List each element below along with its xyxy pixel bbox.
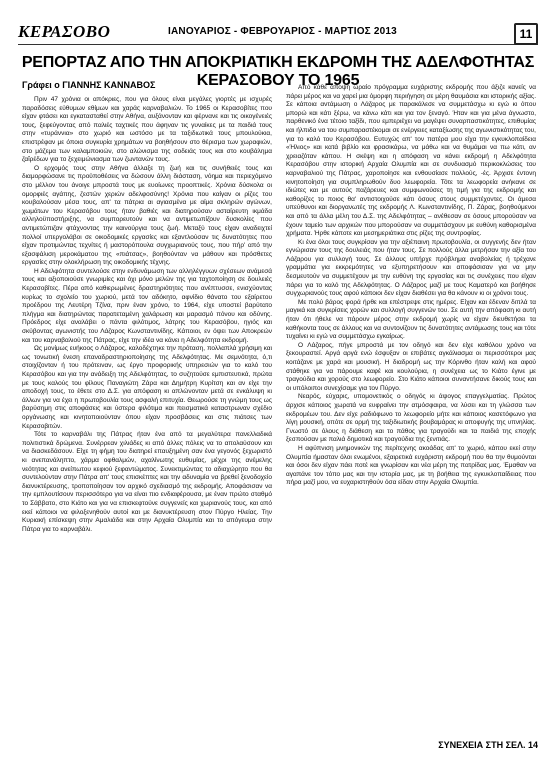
issue-date: ΙΑΝΟΥΑΡΙΟΣ - ΦΕΒΡΟΥΑΡΙΟΣ - ΜΑΡΤΙΟΣ 2013 [168, 26, 397, 37]
paragraph: Η Αδελφότητα συντελούσε στην ενδυνάμωση των αλληλέγγυων σχέσεων ανάμεσά τους και αξιοποιούσε γνωριμίες και όχι μόνο μελών της για ταχτοποίηση σε δουλειές Κερασοβίτες. Πέρα από καθιερωμένες δραστηριότητες που ανέπτυσσε, ενισχύοντας κυρίως το σχολείο του χωριού, μετά τον αδόκητο, αφνίδιο θάνατο του εξαίρετου προέδρου της Λευτέρη Τζίνα, πριν έναν χρόνο, το 1964, είχε υποστεί βαρύτατο πλήγμα και διατηρώντας παρατεταμένη χαλάρωση και μαρασμό πόνου και οδύνης. Πρόεδρος είχε αναλάβει ο πάντα φιλότιμος, λάτρης του Κερασόβου, ηγιός και σκύβοντας αγωνιστής του Λάζαρος Κωνσταντινίδης. Κάποιοι, εν όψει των Αποκρεών και του καρναβαλιού της Πάτρας, είχε την ιδέα να κάνει η Αδελφότητα εκδρομή. [22, 267, 272, 344]
paragraph: Η αφύπνιση μνημονικών της περίτεχνης ακοάδας απ' το χωριό, κάπου εκεί στην Ολυμπία ήμασταν όλοι ενωμένοι, εξαιρετικά ευχάριστη εκδρομή που θα την θυμούνται και όσοι δεν είχαν πάει ποτέ και γνωρίσαν και νέα μέρη της πατρίδας μας. Έμαθαν να αγαπάνε τον τόπο μας και την ιστορία μας, με τη βοήθεια της εγκυκλοπαίδειας που πήρα μαζί μου, να ευχαριστηθούν όσα είδαν στην Αρχαία Ολυμπία. [286, 444, 536, 487]
article-author: Γράφει ο ΓΙΑΝΝΗΣ ΚΑΝΝΑΒΟΣ [22, 80, 156, 90]
masthead-brand: ΚΕΡΑΣΟΒΟ [18, 22, 111, 41]
article-column-right [286, 84, 536, 736]
paragraph: Τότε το καρναβάλι της Πάτρας ήταν ένα από τα μεγαλύτερα πανελλαδικά πολιτιστικά δρώμενα. Συνέρρεαν χιλιάδες κι από άλλες πόλεις να το απολαύσουν και να διασκεδάσουν. Είχε τη φήμη του διατηρεί επαυξημένη σαν ένα γεγονός ξεχωριστό κι ανεπανάληπτο, χάρμα οφθαλμών, αχαλίνωτης ευθυμίας, μέχρι της ανέμελης νεότητας και ανείπωτου κεφιού ξεφαντώματος. Συνεκτιμώντας το αδιαχώρητο που θα συντελούνταν στην Πάτρα απ' τους επισκέπτες και την αδυναμία να βρεθεί ξενοδοχείο διανυκτέρευσης, τροποποίησαν τον αρχικό σχεδιασμό της εκδρομής. Αποφάσισαν να την εμπλουτίσουν περισσότερο για να είναι πιο ενδιαφέρουσα, με έναν πρώτο σταθμό το Σάββατο, στο Κιάτο και για να επισκεφτούνε συγγενείς και χωριανούς τους, και από εκεί κάποιοι να φιλοξενηθούν αυτοί και με διανυκτέρευση στον Πύργο Ηλείας. Την Κυριακή επίσκεψη στην Αμαλιάδα και στην Αρχαία Ολυμπία και το απόγευμα στην Πάτρα για το καρναβάλι. [22, 431, 272, 533]
paragraph: Από κάθε άποψη ωραίο πρόγραμμα ευχάριστης εκδρομής που άξιζε κανείς να πάρει μέρος και να χαρεί μια όμορφη περιήγηση σε μέρη θαυμάσια και ιστορικής αξίας. Σε κάποια αντάμωση ο Λάζαρος με παρακάλεσε να συμμετάσχω κι εγώ κι όπου μπορώ και κάτι ξέρω, να κάνω κάτι και για τον ξεναγό. Ήταν και για μένα άγνωστο, παρθενικό ένα τέτοιο ταξίδι, που εμπεριέχει να μαγέψει συναρπαστικότητες, επιθυμίας και ήλπιδα να του συμπαραστέκομαι σε ενέργειες καταξίωσης της αγωνιστικότητας του, για το καλό του Κερασόβου. Ευτυχώς απ' τον πατέρα μου είχα την εγκυκλοπαίδεια «Ήλιος» και κατά βιβλίο και φρασικάρω, να μάθω και να θυμάμαι να πω κάτι, αν χρειαζόταν κάπου. Η σκέψη και η απόφαση να κάνει εκδρομή η Αδελφότητα Κερασόβου στην ιστορική Αρχαία Ολυμπία και σε συνδυασμό περικοκλώσεις του καρναβαλιού της Πάτρας, χαροποίησε και ενθουσίασε πολλούς, -ές. Άρχισε έντονη κινητοποίηση για συμπληρωθούν δυο λεωφορεία. Τότε τα λεωφορεία ανήκανε σε ιδιώτες και με αυτούς παζάρευες και συμφωνούσες τη τιμή για της εκδρομής και καθορίζες το ποιος θα' αντιστοιχούσε κάτι όσους στους συμμετέχοντες. Οι άμεσα υπεύθυνοι και διοργανωτές της εκδρομής Λ. Κωνσταντινίδης, Π. Ζάρας, βοηθούμενοι και από τα άλλα μέλη του Δ.Σ. της Αδελφότητας – ανέθεσαν σε όσους μπορούσαν να έχουν ταμείο των αρχικών που μπορούσαν να συμμετάσχουν με ευθύνη καθορισμένα χρήματα. Ήρθε κάποτε και μεσημεριάτικα στις ρίζες της συντροφίας. [286, 84, 536, 238]
paragraph: Ο ερχομός τους στην Αθήνα άλλαξε τη ζωή και τις συνήθειές τους και διαμορφώσανε τις προϋποθέσεις να δώσουν άλλη διάσταση, νόημα και περιεχόμενο στο μέλλον του άνοιγε μπροστά τους με ευοίωνες προοπτικές. Χρόνια δύσκολα οι ομορφιές αγάπης, ζεστών χεριών αδελφοσύνης! Χρόνια που καίγαν οι ρίζες του κουβαλούσαν μέσα τους, απ' τα πάτρια αι αγιασμένα με αίμα σκληρών αγώνων, χωμάτων του Κερασόβου τους ήταν βαθιές και διατηρούσαν ασταίρευτη ικμάδα αλληλοϋποστήριξης, να συμπορευτούν και να αντιμετωπίζουν δυσκολίες που αντιμετώπιζαν φτάχνοντας την καινούργια τους ζωή. Μεταξύ τους είχαν αναδειχτεί πολλοί υπεργολάβοι σε οικοδομικές εργασίες και εξαντλούσαν τις δυνατότητες που είχαν προτιμώντας τεχνίτες ή μαστορόπουλα συγχωριανούς τους, που πήρ' από την εξασφάλιση μεροκάματου της «πιάτσας», βοηθούνταν να μάθουν και πρόσθετες εργασίες στην ολοκλήρωση της οικοδομικής τέχνης. [22, 164, 272, 267]
paragraph: Ο Λάζαρος, πήγε μπροστά με τον οδηγό και δεν είχε καθόλου χρόνο να ξεκουραστεί. Αργά αργά ενώ έσφυξαν οι επιβάτες αγκάλιασμα οι περισσότεροι μας κοιτάζανε με χαρά και μουσική. Η διαδρομή ως την Κόρινθο ήταν καλή και αφού στάθηκε για να πάρουμε καφέ και κουλούρια, η συνέχεια ως το Κιάτο έγινε με τραγούδια και χορούς στο λεωφορείο. Στο Κιάτο κάποιοι συναντήσανε δικούς τους και οι υπόλοιποι συνεχίσαμε για τον Πύργο. [286, 341, 536, 392]
continued-note: ΣΥΝΕΧΕΙΑ ΣΤΗ ΣΕΛ. 14 [438, 740, 538, 750]
article-column-left [22, 96, 272, 736]
paragraph: Ως μονίμως ευήκοος ο Λάζαρος, καλοδέχτηκε την πρόταση, πολλαπλά χρήσιμη και ως τονωτική ένεση επαναδραστηριοποίησης της Αδελφότητας. Με σεμνότητα, ό,τι στοιχίζονταν ή του πρότειναν, ως έργο προφορικής υπηρεσιών για το καλό του Κερασόβου και για την ανάδειξη της Αδελφότητας, το συζητούσε εμπιστευτικά, πρώτα με τους καλούς του φίλους Παναγιώτη Ζάρα και Δημήτρη Κυρίτση και αν είχε την αποδοχή τους, το έθετε στο Δ.Σ. για απόφαση κι απλώνονταν μετά σε ενκάλυψη κι άλλων για να έχει η πρωτοβουλία τους ασφαλή επιτυχία. Θεωρούσε τη γνώμη τους ως βαρύσημη στις αποφάσεις και ύστερα φιλότιμα και πεισματικά καταστρωναν σχέδιο οργάνωσης και κινητοποιούνταν όπου είχαν προσβάσεις και στις πιάτσες των Κερασοβιτών. [22, 345, 272, 430]
paragraph: Κι ένα όλοι τους συγκρίσαν για την αξιέπαινη πρωτοβουλία, οι συγγενής δεν ήταν εγνώρισαν τους της δουλειάς που ήταν τους. Σε πολλούς άλλα μετρήσαν την αξία του Λάζαρου για συλλογή τους. Σε άλλους υπήρχε πρόβλημα αναβολείας ή τρέχανε γραμμάτια για εκκρεμότητες να εξυπηρετήσουν και αποφάσισαν για να μην δεσμευτούν να συμμετέχουν με την ευθύνη της εργασίας και τις συνέχειες που είχαν πάρει για το καλό της Αδελφότητας. Ο Λάζαρος μαζί με τους Καματερό και βοήθησε συγχωριανούς τους αφού κάποιοι δεν είχαν διαθέσει για θα κάνουν κι οι χρόνοι τους. [286, 238, 536, 298]
paragraph: Πριν 47 χρόνια οι απόκριες, που για όλους είναι μεγάλες γιορτές με ισχυρές παραδόσεις εύθυμων εθίμων και χαράς καρναβαλιών. Το 1965 οι Κερασοβίτες που είχαν φτάσει και εγκατασταθεί στην Αθήνα, αυξάνονταν και φέρνανε και τις οικογένειές τους, ξεφεύγοντας από παλιές ταχτικές που άφηναν τις γυναίκες με τα παιδιά τους στην «τυράννια» στο χωριό και ωστόσο με τα ταξιδιωτικά τους μπουλούκια, επιστρέφαν με όποια συγκυρία χρημάτων να βοηθήσουν στο θέρισμα των χωραφιών, στο μάζεμα των καλαμποκιών, στο αλώνισμα της σοδειάς τους και στο κουβάλημα ζαΐρέδων για το ξεχειμώνιασμα των ζωντανών τους. [22, 96, 272, 164]
article-title: ΡΕΠΟΡΤΑΖ ΑΠΟ ΤΗΝ ΑΠΟΚΡΙΑΤΙΚΗ ΕΚΔΡΟΜΗ ΤΗΣ ΑΔΕΛΦΟΤΗΤΑΣ ΚΕΡΑΣΟΒΟΥ ΤΟ 1965 [21, 54, 535, 89]
page-header [18, 22, 538, 45]
paragraph: Με πολύ βάρος φορά ήρθε και επέστρεψε στις ημέρες. Είχαν και έδεναν διπλά τα μαγικά και συγκρίσεις χορών και συλλογή συγγενών του. Σε αυτή την απόφαση κι αυτή ήταν ότι ήθελε να πάρουν μέρος στην εκδρομή χωρίς να είχαν διευθετήσει τα καθήκοντα τους σε άλλους και να συντονίζουν τις δυνατότητες αντάμωσης τους και τότε τυχαίνει κι εγώ να συμμετάσχω εγκαίρως. [286, 298, 536, 341]
paragraph: Νεαρός, εύχαρις, υπομονετικός ο οδηγός κι άψογος επαγγελματίας. Πρώτος άρχισε κάποιος χωρατά να ευφραίνει την ατμόσφαιρα, να λύσει και τη γλώσσα των εκδρομέων του. Δεν είχε ραδιόφωνο το λεωφορείο μήτε και κάποιος κασετόφωνο για λίγη μουσική, οπότε σε ορμή της ταξιδιωτικής βουβαμάρας κι αποφυγής της υπνηλίας. Γνωστό σε όλους η διάθεση και το πάθος για τραγούδι και τα παιδιά της εποχής ξεσπούσαν με παλιά δημοτικά και τραγούδια της ξενιτιάς. [286, 393, 536, 444]
page-number-box: 11 [514, 23, 538, 45]
